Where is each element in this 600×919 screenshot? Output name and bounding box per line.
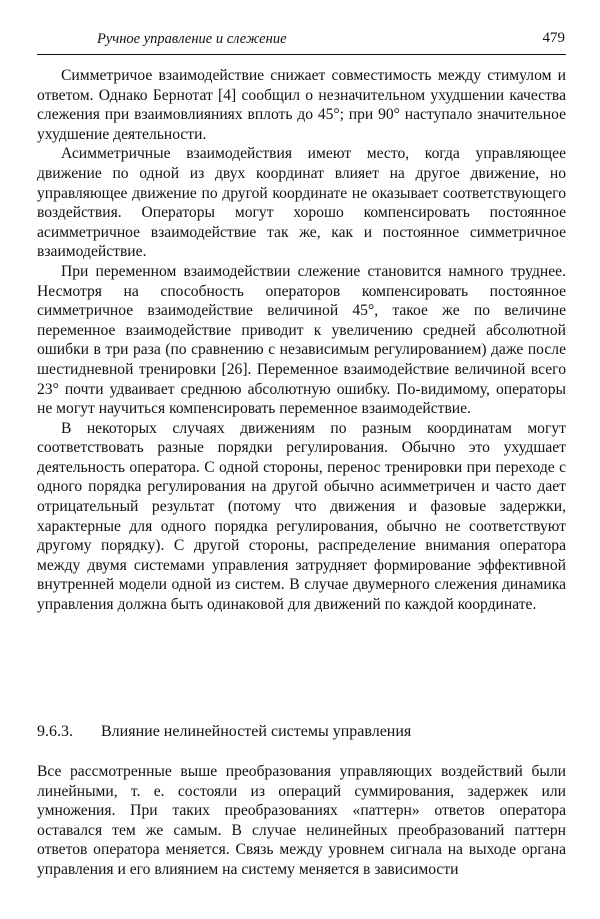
body-text — [37, 66, 566, 615]
paragraph: Все рассмотренные выше преобразования управляющих воздействий были линейными, т. е. состояли из операций суммирования, задержек или умножения. При таких преобразованиях «паттерн» ответов оператора оставался тем же самым. В случае нелинейных преобразований паттерн ответов оператора меняется. Связь между уровнем сигнала на выходе органа управления и его влиянием на систему меняется в зависимости — [37, 763, 566, 878]
page-header — [37, 30, 566, 55]
running-title: Ручное управление и слежение — [97, 31, 287, 47]
section-title: Влияние нелинейностей системы управления — [101, 723, 412, 740]
page-number: 479 — [542, 30, 565, 46]
section-number: 9.6.3. — [37, 723, 73, 740]
paragraph: В некоторых случаях движениям по разным координатам могут соответствовать разные порядки регулирования. Обычно это ухудшает деятельность оператора. С одной стороны, перенос тренировки при переходе с одного порядка регулирования на другой обычно асимметричен и часто дает отрицательный результат (потому что движения и фазовые задержки, характерные для одного порядка регулирования, обычно не соответствуют другому порядку). С другой стороны, распределение внимания оператора между двумя системами управления затрудняет формирование эффективной внутренней модели одной из систем. В случае двумерного слежения динамика управления должна быть одинаковой для движений по каждой координате. — [37, 419, 566, 614]
paragraph: Симметричое взаимодействие снижает совместимость между стимулом и ответом. Однако Бернотат [4] сообщил о незначительном ухудшении качества слежения при взаимовлияниях вплоть до 45°; при 90° наступало значительное ухудшение деятельности. — [37, 67, 566, 143]
paragraph: Асимметричные взаимодействия имеют место, когда управляющее движение по одной из двух координат влияет на другое движение, но управляющее движение по другой координате не оказывает соответствующего воздействия. Операторы могут хорошо компенсировать постоянное асимметричное взаимодействие так же, как и постоянное симметричное взаимодействие. — [37, 145, 566, 261]
paragraph: При переменном взаимодействии слежение становится намного труднее. Несмотря на способность операторов компенсировать постоянное симметричное взаимодействие величиной 45°, такое же по величине переменное взаимодействие приводит к увеличению средней абсолютной ошибки в три раза (по сравнению с независимым регулированием) даже после шестидневной тренировки [26]. Переменное взаимодействие величиной всего 23° почти удваивает среднюю абсолютную ошибку. По-видимому, операторы не могут научиться компенсировать переменное взаимодействие. — [37, 262, 566, 418]
section-heading — [37, 722, 566, 742]
section-body-text — [37, 762, 566, 880]
